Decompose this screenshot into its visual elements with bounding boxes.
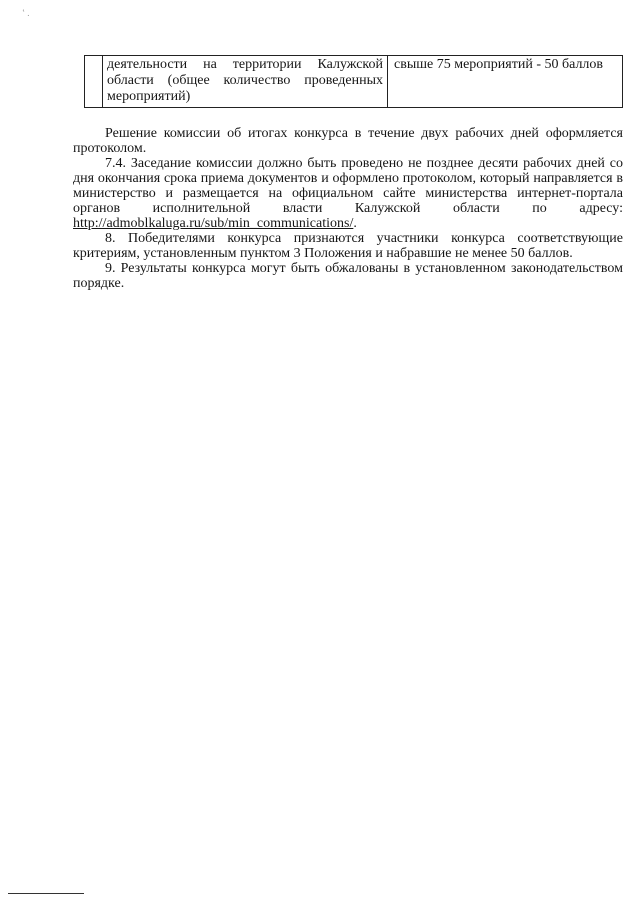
paragraph-7-4 [73, 156, 623, 231]
document-body [73, 126, 623, 291]
paragraph-7-4-end: . [353, 216, 357, 231]
ministry-website-link[interactable]: http://admoblkaluga.ru/sub/min_communications/ [73, 216, 354, 231]
table-cell-number [85, 56, 103, 108]
paragraph-9: 9. Результаты конкурса могут быть обжалованы в установленном законодательством порядке. [73, 261, 623, 291]
paragraph-8: 8. Победителями конкурса признаются участники конкурса соответствующие критериям, установленным пунктом 3 Положения и набравшие не менее 50 баллов. [73, 231, 623, 261]
footnote-separator-line [8, 893, 84, 894]
table-row [85, 56, 623, 108]
table-cell-criterion: деятельности на территории Калужской области (общее количество проведенных мероприятий) [103, 56, 388, 108]
paragraph-7-4-text: 7.4. Заседание комиссии должно быть проведено не позднее десяти рабочих дней со дня окончания срока приема документов и оформлено протоколом, который направляется в министерство и размещается на официальном сайте министерства интернет-портала органов исполнительной власти Калужской области по адресу: [73, 156, 623, 216]
criteria-table [84, 55, 623, 108]
table-cell-score: свыше 75 мероприятий - 50 баллов [388, 56, 623, 108]
paragraph-decision: Решение комиссии об итогах конкурса в течение двух рабочих дней оформляется протоколом. [73, 126, 623, 156]
scan-artifact-mark: ‛ . [22, 8, 30, 18]
